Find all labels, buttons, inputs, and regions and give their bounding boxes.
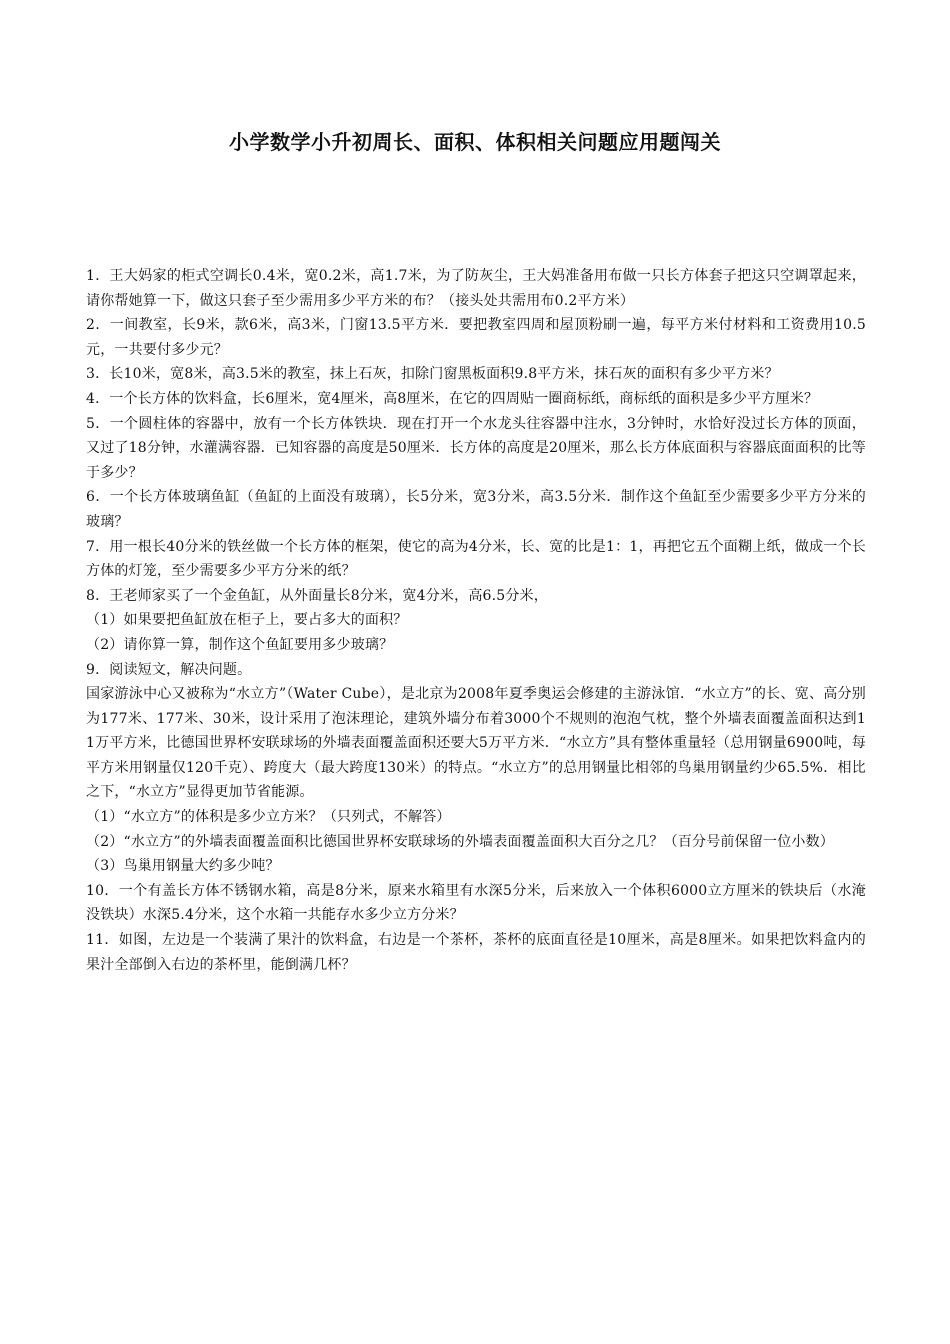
question-9: 9．阅读短文，解决问题。 bbox=[86, 661, 252, 678]
question-8-part-2: （2）请你算一算，制作这个鱼缸要用多少玻璃？ bbox=[86, 636, 394, 653]
question-9-part-2: （2）“水立方”的外墙表面覆盖面积比德国世界杯安联球场的外墙表面覆盖面积大百分之几？（百分号前保留一位小数） bbox=[86, 833, 835, 850]
question-11: 11．如图，左边是一个装满了果汁的饮料盒，右边是一个茶杯，茶杯的底面直径是10厘米，高是8厘米。如果把饮料盒内的果汁全部倒入右边的茶杯里，能倒满几杯？ bbox=[86, 932, 866, 973]
question-1: 1．王大妈家的柜式空调长0.4米，宽0.2米，高1.7米，为了防灰尘，王大妈准备用布做一只长方体套子把这只空调罩起来，请你帮她算一下，做这只套子至少需用多少平方米的布？（接头处共需用布0.2平方米） bbox=[86, 268, 866, 309]
question-9-part-1: （1）“水立方”的体积是多少立方米？（只列式，不解答） bbox=[86, 809, 451, 826]
question-7: 7．用一根长40分米的铁丝做一个长方体的框架，使它的高为4分米，长、宽的比是1：1，再把它五个面糊上纸，做成一个长方体的灯笼，至少需要多少平方分米的纸？ bbox=[86, 538, 866, 580]
question-2: 2．一间教室，长9米，款6米，高3米，门窗13.5平方米．要把教室四周和屋顶粉刷一遍，每平方米付材料和工资费用10.5元，一共要付多少元？ bbox=[86, 317, 866, 358]
question-8: 8．王老师家买了一个金鱼缸，从外面量长8分米，宽4分米，高6.5分米， bbox=[86, 587, 548, 604]
question-4: 4．一个长方体的饮料盒，长6厘米，宽4厘米，高8厘米，在它的四周贴一圈商标纸，商标纸的面积是多少平方厘米？ bbox=[86, 390, 819, 407]
question-5: 5．一个圆柱体的容器中，放有一个长方体铁块．现在打开一个水龙头往容器中注水，3分钟时，水恰好没过长方体的顶面，又过了18分钟，水灌满容器．已知容器的高度是50厘米．长方体的高度是20厘米，那么长方体底面积与容器底面面积的比等于多少？ bbox=[86, 415, 866, 481]
question-6: 6．一个长方体玻璃鱼缸（鱼缸的上面没有玻璃），长5分米，宽3分米，高3.5分米．制作这个鱼缸至少需要多少平方分米的玻璃？ bbox=[86, 489, 866, 530]
question-9-passage: 国家游泳中心又被称为“水立方”（Water Cube），是北京为2008年夏季奥运会修建的主游泳馆．“水立方”的长、宽、高分别为177米、177米、30米，设计采用了泡沫理论，建筑外墙分布着3000个不规则的泡泡气枕，整个外墙表面覆盖面积达到11万平方米，比德国世界杯安联球场的外墙表面覆盖面积还要大5万平方米．“水立方”具有整体重量轻（总用钢量6900吨，每平方米用钢量仅120千克）、跨度大（最大跨度130米）的特点。“水立方”的总用钢量比相邻的鸟巢用钢量约少65.5%．相比之下，“水立方”显得更加节省能源。 bbox=[86, 686, 866, 801]
question-9-part-3: （3）鸟巢用钢量大约多少吨？ bbox=[86, 858, 280, 875]
question-3: 3．长10米，宽8米，高3.5米的教室，抹上石灰，扣除门窗黑板面积9.8平方米，抹石灰的面积有多少平方米？ bbox=[86, 366, 779, 383]
document-body bbox=[86, 264, 866, 977]
question-10: 10．一个有盖长方体不锈钢水箱，高是8分米，原来水箱里有水深5分米，后来放入一个体积6000立方厘米的铁块后（水淹没铁块）水深5.4分米，这个水箱一共能存水多少立方分米？ bbox=[86, 882, 866, 924]
page-title: 小学数学小升初周长、面积、体积相关问题应用题闯关 bbox=[229, 130, 721, 154]
question-8-part-1: （1）如果要把鱼缸放在柜子上，要占多大的面积？ bbox=[86, 612, 408, 629]
